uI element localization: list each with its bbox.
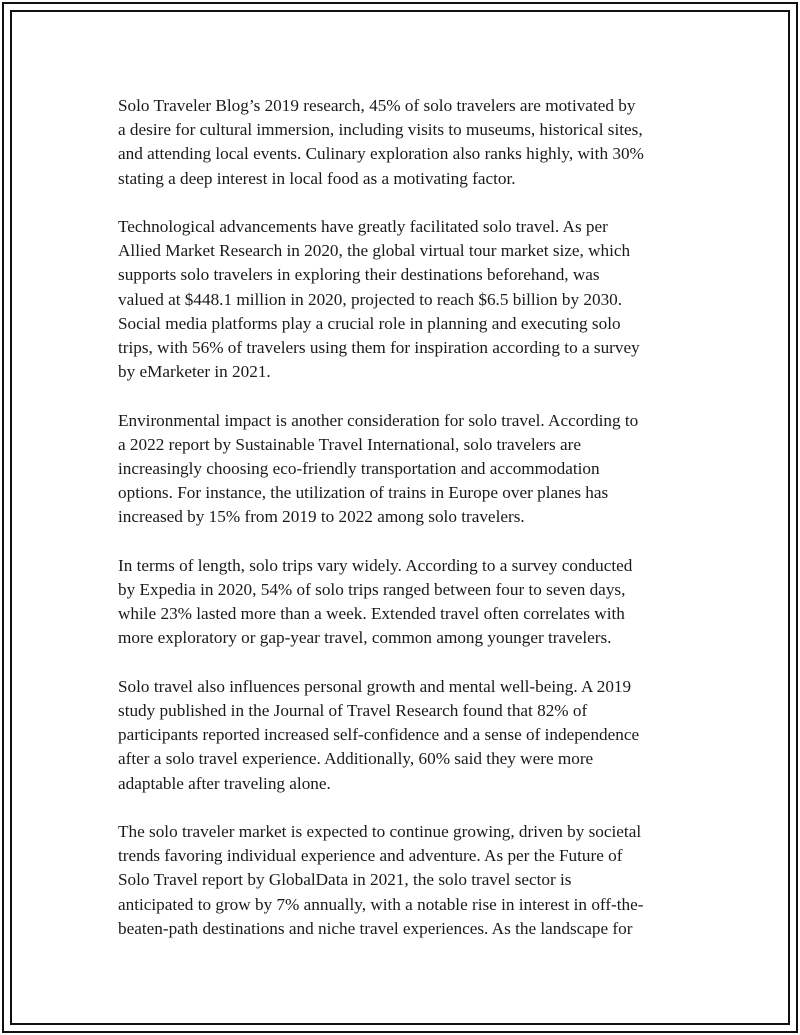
paragraph-cultural-motivation: [118, 94, 698, 191]
text-line: and attending local events. Culinary exploration also ranks highly, with 30%: [118, 144, 644, 164]
text-line: study published in the Journal of Travel Research found that 82% of: [118, 701, 588, 721]
paragraph-personal-growth: [118, 675, 698, 796]
text-line: anticipated to grow by 7% annually, with a notable rise in interest in off-the-: [118, 894, 644, 914]
text-line: Social media platforms play a crucial role in planning and executing solo: [118, 313, 621, 333]
text-line: a 2022 report by Sustainable Travel International, solo travelers are: [118, 434, 581, 454]
text-line: Allied Market Research in 2020, the global virtual tour market size, which: [118, 241, 631, 261]
text-line: valued at $448.1 million in 2020, projected to reach $6.5 billion by 2030.: [118, 289, 623, 309]
paragraph-market-growth: [118, 820, 698, 941]
text-line: while 23% lasted more than a week. Extended travel often correlates with: [118, 604, 625, 624]
text-line: stating a deep interest in local food as a motivating factor.: [118, 168, 516, 188]
text-line: a desire for cultural immersion, including visits to museums, historical sites,: [118, 120, 643, 140]
paragraph-trip-length: [118, 554, 698, 651]
text-line: participants reported increased self-confidence and a sense of independence: [118, 725, 640, 745]
paragraph-technology: [118, 215, 698, 384]
text-line: Environmental impact is another consideration for solo travel. According to: [118, 410, 639, 430]
text-line: In terms of length, solo trips vary widely. According to a survey conducted: [118, 555, 633, 575]
text-line: increased by 15% from 2019 to 2022 among solo travelers.: [118, 507, 525, 527]
text-line: trends favoring individual experience and adventure. As per the Future of: [118, 846, 623, 866]
text-line: after a solo travel experience. Additionally, 60% said they were more: [118, 749, 594, 769]
text-line: by eMarketer in 2021.: [118, 362, 271, 382]
text-line: trips, with 56% of travelers using them for inspiration according to a survey: [118, 338, 640, 358]
text-line: adaptable after traveling alone.: [118, 773, 331, 793]
document-body: [118, 94, 698, 965]
text-line: more exploratory or gap-year travel, common among younger travelers.: [118, 628, 612, 648]
text-line: Solo travel also influences personal growth and mental well-being. A 2019: [118, 676, 632, 696]
text-line: Solo Travel report by GlobalData in 2021, the solo travel sector is: [118, 870, 572, 890]
text-line: The solo traveler market is expected to continue growing, driven by societal: [118, 822, 642, 842]
text-line: beaten-path destinations and niche travel experiences. As the landscape for: [118, 918, 633, 938]
text-line: Technological advancements have greatly facilitated solo travel. As per: [118, 217, 608, 236]
text-line: by Expedia in 2020, 54% of solo trips ranged between four to seven days,: [118, 580, 626, 600]
paragraph-environment: [118, 409, 698, 530]
text-line: Solo Traveler Blog’s 2019 research, 45% of solo travelers are motivated by: [118, 96, 636, 115]
text-line: increasingly choosing eco-friendly transportation and accommodation: [118, 459, 600, 479]
text-line: options. For instance, the utilization of trains in Europe over planes has: [118, 483, 609, 503]
text-line: supports solo travelers in exploring their destinations beforehand, was: [118, 265, 600, 285]
